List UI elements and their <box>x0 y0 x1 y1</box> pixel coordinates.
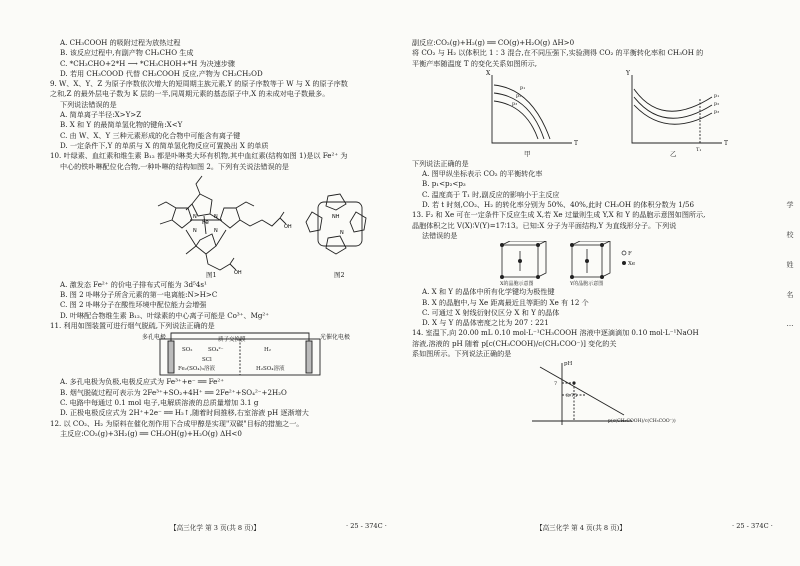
fe-atom-label: Fe <box>202 218 209 226</box>
footer-right-code: · 25 - 374C · <box>732 522 773 530</box>
chart-a-ylabel: X <box>486 69 491 77</box>
ph-chart-line <box>540 367 624 415</box>
h2so4-label: H₂SO₄溶液 <box>256 366 285 373</box>
q12-option-c: C. 温度高于 T₁ 时,副反应的影响小于主反应 <box>422 189 560 199</box>
chart-a-axes <box>492 75 572 143</box>
fig2-label: 图2 <box>334 270 345 279</box>
photocatalytic-electrode-label: 光催化电极 <box>320 334 351 342</box>
svg-text:N: N <box>193 227 197 234</box>
y-cell-label: Y的晶胞示意图 <box>570 281 604 288</box>
q10-figures <box>50 172 398 280</box>
q14-stem-1: 14. 室温下,向 20.00 mL 0.10 mol·L⁻¹CH₃COOH 溶液中逐滴滴加 0.10 mol·L⁻¹NaOH <box>412 328 699 338</box>
q11-stem: 11. 利用如图装置可进行烟气脱硫,下列说法正确的是 <box>50 321 215 331</box>
footer-right-page: 【高三化学 第 4 页(共 8 页)】 <box>536 524 626 532</box>
sulfate-label: SO₄²⁻ <box>208 347 224 354</box>
q12-charts <box>412 69 760 159</box>
q12-option-b: B. p₁<p₂<p₃ <box>422 179 466 189</box>
q12-stem-3: 平衡产率随温度 T 的变化关系如图所示, <box>412 58 537 68</box>
chart-a-label-p1: p₁ <box>520 84 526 91</box>
fe2so43-label: Fe₂(SO₄)₃溶液 <box>178 366 215 373</box>
q12-option-a: A. 图甲纵坐标表示 CO₂ 的平衡转化率 <box>422 169 543 179</box>
q9-stem-1: 9. W、X、Y、Z 为原子序数依次增大的短周期主族元素,Y 的原子序数等于 W 与 X 的原子序数 <box>50 79 348 89</box>
h2-label: H₂ <box>264 347 272 354</box>
q12-main-reaction: 主反应:CO₂(g)+3H₂(g) ══ CH₃OH(g)+H₂O(g) ΔH<0 <box>60 428 242 438</box>
left-column <box>50 38 398 439</box>
chart-a-caption: 甲 <box>524 149 531 158</box>
chart-b-xlabel: T <box>724 139 729 147</box>
q13-option-b: B. X 的晶胞中,与 Xe 距离最近且等距的 Xe 有 12 个 <box>422 297 589 307</box>
ph-chart-svg <box>412 359 760 429</box>
ph-chart-point <box>572 382 575 385</box>
q13-stem-1: 13. F₂ 和 Xe 可在一定条件下反应生成 X,若 Xe 过量则生成 Y,X 和 Y 的晶胞示意图如图所示, <box>412 210 706 220</box>
q8-option-c: C. *CH₃CHO+2*H ⟶ *CH₃CHOH+*H 为决速步骤 <box>60 58 236 68</box>
q8-option-b: B. 该反应过程中,有副产物 CH₃CHO 生成 <box>60 48 194 58</box>
q14-stem-3: 系如图所示。下列说法正确的是 <box>412 349 512 359</box>
q9-option-c: C. 由 W、X、Y 三种元素形成的化合物中可能含有离子键 <box>60 130 241 140</box>
ph-point-value: 3.75 <box>566 393 578 400</box>
side-mark-3: 姓 <box>786 261 794 269</box>
right-column <box>412 38 760 429</box>
chart-b-t1-label: T₁ <box>696 146 702 153</box>
q11-option-a: A. 多孔电极为负极,电极反应式为 Fe³⁺+e⁻ ══ Fe²⁺ <box>60 377 224 387</box>
q14-ph-chart <box>412 359 760 429</box>
q11-option-d: D. 正极电极反应式为 2H⁺+2e⁻ ══ H₂↑,随着时间推移,右室溶液 pH 逐渐增大 <box>60 408 309 418</box>
q10-stem-2: 中心的铁卟啉配位化合物,一种卟啉的结构如图 2。下列有关说法错误的是 <box>60 161 289 171</box>
chart-a-label-p2: p₂ <box>516 92 522 99</box>
side-mark-1: 学 <box>786 201 794 209</box>
q12-side-reaction: 副反应:CO₂(g)+H₂(g) ══ CO(g)+H₂O(g) ΔH>0 <box>412 38 575 47</box>
q9-option-a: A. 简单离子半径:X>Y>Z <box>60 110 142 120</box>
chart-b-ylabel: Y <box>626 69 630 77</box>
chart-a-label-p3: p₃ <box>512 100 518 107</box>
q13-stem-2: 晶胞体积之比 V(X)∶V(Y)=17∶13。已知:X 分子为平面结构,Y 为直线形分子。下列说 <box>412 220 677 230</box>
q13-crystal-figure <box>412 241 760 287</box>
q10-option-b: B. 图 2 卟啉分子所含元素的第一电离能:N>H>C <box>60 290 218 300</box>
legend-f-label: F <box>628 251 632 258</box>
q11-cell-figure <box>50 331 398 377</box>
ph-ylabel: pH <box>564 361 573 368</box>
q11-option-c: C. 电路中每通过 0.1 mol 电子,电解质溶液的总质量增加 3.1 g <box>60 397 259 407</box>
q10-option-d: D. 叶啉配合物维生素 B₁₂、叶绿素的中心离子可能是 Co³⁺、Mg²⁺ <box>60 310 270 320</box>
svg-text:N: N <box>214 227 218 234</box>
q10-stem-1: 10. 叶绿素、血红素和维生素 B₁₂ 都是卟啉类大环有机物,其中血红素(结构如图 1)是以 Fe²⁺ 为 <box>50 151 348 161</box>
proton-membrane-label: 质子交换膜 <box>218 337 246 344</box>
svg-text:OH: OH <box>284 223 292 230</box>
q10-option-c: C. 图 2 卟啉分子在酸性环境中配位能力会增强 <box>60 300 207 310</box>
q14-stem-2: 溶液,溶液的 pH 随着 p[c(CH₃COOH)/c(CH₃COO⁻)] 变化的关 <box>412 338 617 348</box>
q8-option-d: D. 若用 CH₃COOD 代替 CH₃COOH 反应,产物为 CH₃CH₂OD <box>60 68 263 78</box>
chart-b-label-p1: p₁ <box>714 92 720 99</box>
legend-xe-label: Xe <box>628 261 636 268</box>
side-mark-5: … <box>786 320 794 328</box>
svg-text:N: N <box>214 213 218 220</box>
legend-xe-marker <box>622 261 626 265</box>
q9-option-d: D. 一定条件下,Y 的单质与 X 的简单氢化物反应可置换出 X 的单质 <box>60 140 269 150</box>
side-mark-2: 校 <box>786 231 794 239</box>
heme-structure-diagram <box>50 172 398 280</box>
svg-text:NH: NH <box>332 213 340 220</box>
q13-option-d: D. X 与 Y 的晶体密度之比为 207∶221 <box>422 318 549 328</box>
q11-option-b: B. 烟气脱硫过程可表示为 2Fe³⁺+SO₂+4H⁺ ══ 2Fe²⁺+SO₄²⁻+2H₂O <box>60 387 287 397</box>
chart-b-label-p3: p₃ <box>714 108 720 115</box>
q13-option-a: A. X 和 Y 的晶体中所有化学键均为极性键 <box>422 287 555 297</box>
legend-f-marker <box>622 251 626 255</box>
q12-stem-2: 将 CO₂ 与 H₂ 以体积比 1∶3 混合,在不同压强下,实验测得 CO₂ 的平衡转化率和 CH₃OH 的 <box>412 48 704 58</box>
ph-xlabel: p(c(CH₃COOH)/c(CH₃COO⁻)) <box>608 419 676 425</box>
footer-left-code: · 25 - 374C · <box>346 522 387 530</box>
q8-option-a: A. CH₃COOH 的吸附过程为放热过程 <box>60 38 181 47</box>
q9-stem-2: 之和,Z 的最外层电子数为 K 层的一半,同周期元素的基态原子中,X 的未成对电子数最多。 <box>50 89 330 99</box>
ph-label-7: 7 <box>554 381 558 388</box>
q9-stem-3: 下列说法错误的是 <box>60 99 117 109</box>
q10-option-a: A. 激发态 Fe²⁺ 的价电子排布式可能为 3d⁵4s¹ <box>60 279 207 289</box>
chart-b-label-p2: p₂ <box>714 100 720 107</box>
q13-option-c: C. 可通过 X 射线衍射仪区分 X 和 Y 的晶体 <box>422 307 560 317</box>
q9-option-b: B. X 和 Y 的最简单氢化物的键角:X<Y <box>60 120 183 130</box>
q12-stem-1: 12. 以 CO₂、H₂ 为原料在催化剂作用下合成甲醇是实现"双碳"目标的措施之一。 <box>50 418 304 428</box>
porous-electrode-label: 多孔电极 <box>142 334 167 342</box>
footer-left-page: 【高三化学 第 3 页(共 8 页)】 <box>170 524 260 532</box>
q12-option-d: D. 若 t 时刻,CO₂、H₂ 的转化率分别为 50%、40%,此时 CH₃OH 的体积分数为 1/56 <box>422 200 695 210</box>
scl-label: SCl <box>202 357 212 364</box>
side-mark-4: 名 <box>786 291 794 299</box>
q13-stem-3: 法错误的是 <box>422 230 458 240</box>
svg-text:N: N <box>340 229 344 236</box>
side-binding-marks <box>784 200 796 328</box>
svg-text:OH: OH <box>234 269 242 276</box>
svg-text:N: N <box>193 213 197 220</box>
fig1-label: 图1 <box>206 270 217 279</box>
chart-a-xlabel: T <box>574 139 579 147</box>
q12-charts-svg <box>412 69 760 159</box>
x-cell-label: X的晶胞示意图 <box>500 281 534 288</box>
chart-b-caption: 乙 <box>670 149 677 158</box>
so2-label: SO₂ <box>182 347 193 354</box>
q12-question: 下列说法正确的是 <box>412 158 469 168</box>
